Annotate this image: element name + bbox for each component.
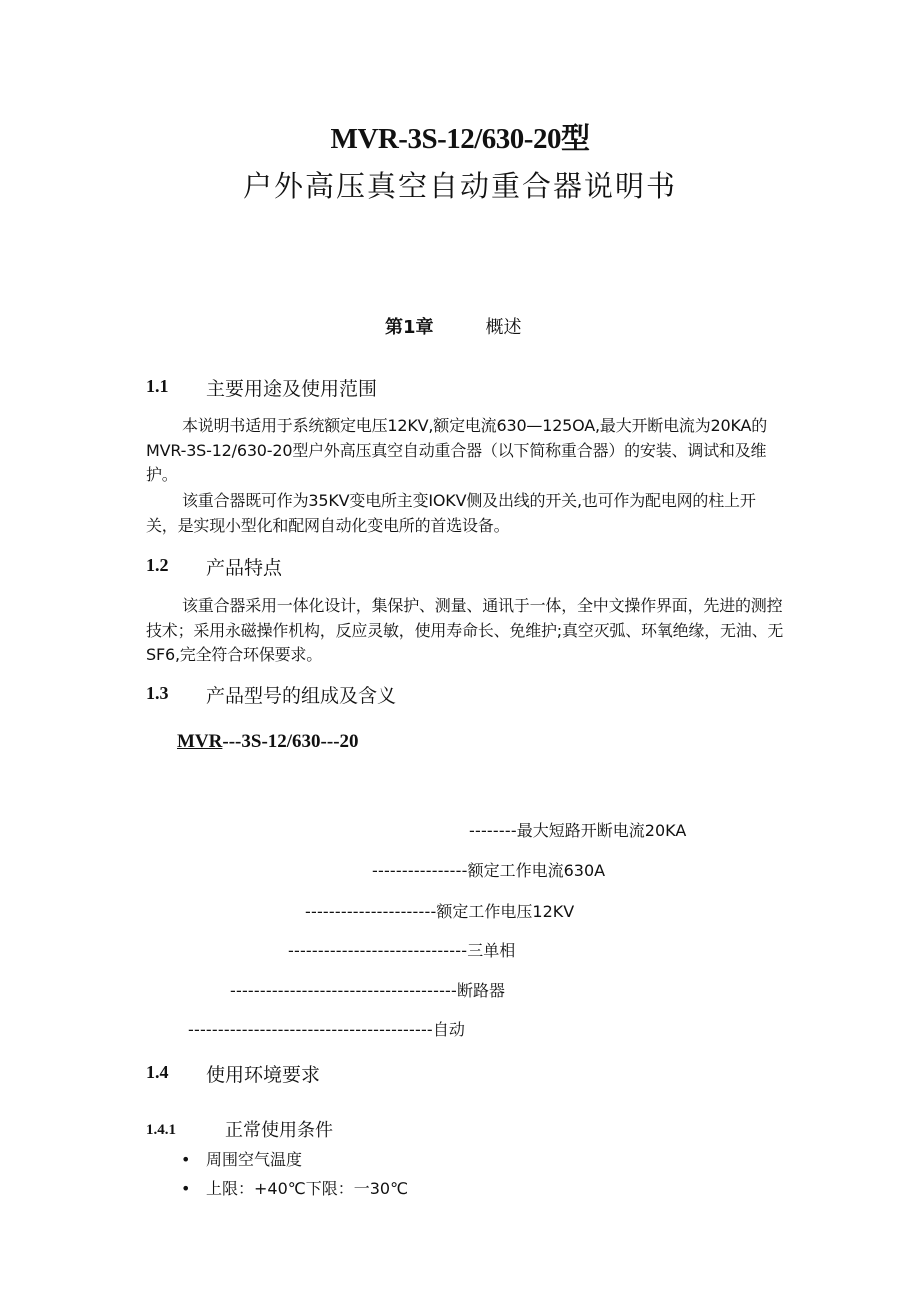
section-title-1-1: 主要用途及使用范围: [206, 378, 378, 400]
subsection-heading-1-4-1: [146, 1119, 176, 1139]
leader-dashes: --------: [469, 821, 517, 840]
chapter-heading: [385, 313, 522, 339]
leader-dashes: -----------------------------------------: [188, 1020, 433, 1039]
section-heading-1-4: [146, 1062, 169, 1083]
section-number: 1.4: [146, 1062, 169, 1082]
legend-text: 断路器: [457, 981, 506, 1000]
list-item: [181, 1147, 302, 1170]
section-title-1-3: 产品型号的组成及含义: [206, 685, 397, 707]
legend-text: 自动: [432, 1020, 465, 1039]
section-heading-1-2: [146, 555, 169, 576]
leader-dashes: ----------------------: [305, 902, 437, 921]
model-suffix: ---3S-12/630---20: [222, 731, 359, 752]
subsection-number: 1.4.1: [146, 1122, 176, 1138]
legend-text: 最大短路开断电流20KA: [516, 821, 687, 840]
legend-line: [372, 858, 605, 881]
section-title-1-4: 使用环境要求: [206, 1064, 321, 1086]
chapter-name: 概述: [485, 317, 522, 338]
list-item-text: 周围空气温度: [206, 1150, 303, 1169]
leader-dashes: --------------------------------------: [230, 981, 457, 1000]
model-prefix: MVR: [177, 731, 223, 752]
legend-line: [188, 1017, 465, 1040]
legend-line: [230, 978, 505, 1001]
paragraph-text: 该重合器既可作为35KV变电所主变IOKV侧及出线的开关,也可作为配电网的柱上开关，是实现小型化和配网自动化变电所的首选设备。: [146, 491, 756, 535]
legend-line: [288, 938, 515, 961]
section-number: 1.2: [146, 555, 169, 575]
legend-line: [469, 818, 686, 841]
section-heading-1-3: [146, 683, 169, 704]
section-number: 1.3: [146, 683, 169, 703]
legend-text: 额定工作电流630A: [467, 861, 606, 880]
section-title-1-2: 产品特点: [206, 557, 283, 579]
document-title: 户外高压真空自动重合器说明书: [242, 169, 677, 203]
paragraph-text: 本说明书适用于系统额定电压12KV,额定电流630—125OA,最大开断电流为20KA的MVR-3S-12/630-20型户外高压真空自动重合器（以下简称重合器）的安装、调试和及维护。: [146, 416, 768, 484]
paragraph-scope: [146, 414, 786, 488]
section-heading-1-1: [146, 376, 169, 397]
bullet-icon: •: [181, 1179, 191, 1198]
paragraph-text: 该重合器采用一体化设计，集保护、测量、通讯于一体，全中文操作界面，先进的测控技术；采用永磁操作机构，反应灵敏，使用寿命长、免维护;真空灭弧、环氧绝缘，无油、无SF6,完全符合环保要求。: [146, 596, 784, 664]
chapter-number: 第1章: [385, 317, 434, 338]
leader-dashes: ----------------: [372, 861, 468, 880]
paragraph-features: [146, 594, 786, 668]
paragraph-usage: [146, 489, 786, 538]
legend-text: 三单相: [467, 941, 516, 960]
bullet-icon: •: [181, 1150, 191, 1169]
list-item-text: 上限：+40℃下限：一30℃: [206, 1179, 409, 1198]
model-code: [177, 731, 359, 753]
legend-line: [305, 899, 574, 922]
subsection-title-1-4-1: 正常使用条件: [225, 1120, 333, 1141]
legend-text: 额定工作电压12KV: [436, 902, 575, 921]
leader-dashes: ------------------------------: [288, 941, 468, 960]
document-title-model: MVR-3S-12/630-20型: [330, 123, 590, 155]
section-number: 1.1: [146, 376, 169, 396]
list-item: [181, 1176, 408, 1199]
